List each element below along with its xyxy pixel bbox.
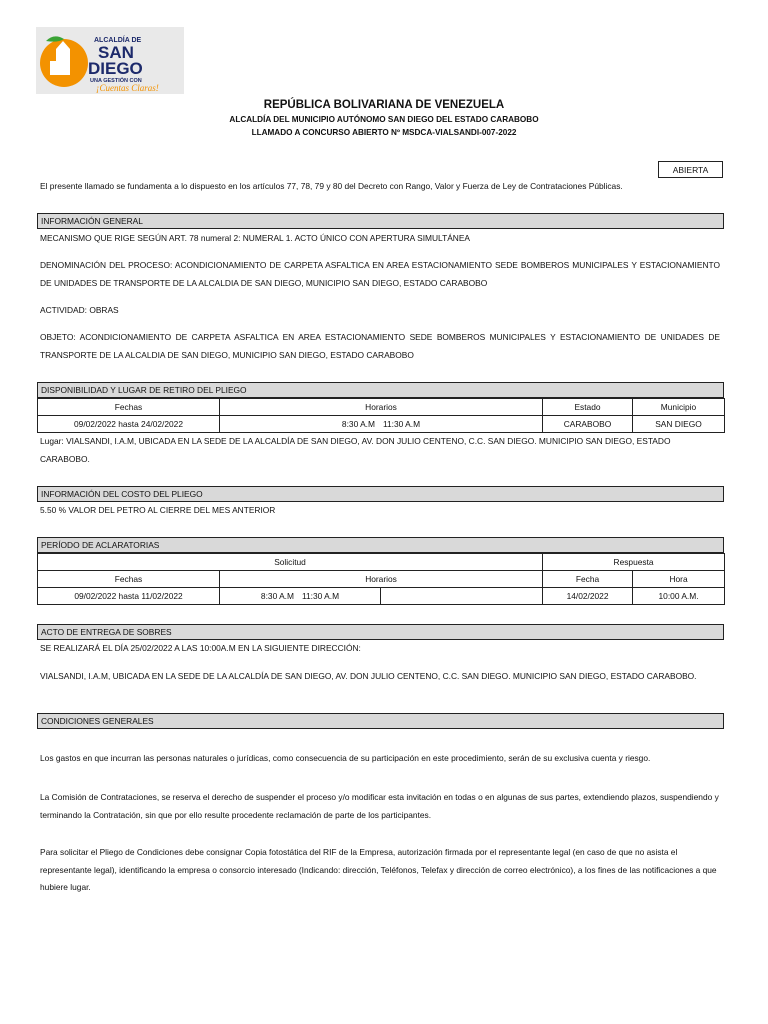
request-group: Solicitud <box>38 554 543 571</box>
object-text: OBJETO: ACONDICIONAMIENTO DE CARPETA ASFALTICA EN AREA ESTACIONAMIENTO SEDE BOMBEROS MUNICIPALES Y ESTACIONAMIENTO DE UNIDADES DE TRANSPORTE DE LA ALCALDIA DE SAN DIEGO, MUNICIPIO SAN DIEGO, ESTADO CARABOBO <box>40 332 720 360</box>
response-group: Respuesta <box>543 554 725 571</box>
col-time: Hora <box>633 571 725 588</box>
table-group-row <box>38 554 725 571</box>
table-row <box>38 588 725 605</box>
alcaldia-logo <box>36 27 184 94</box>
page-title: REPÚBLICA BOLIVARIANA DE VENEZUELA <box>263 99 505 111</box>
intro-text: El presente llamado se fundamenta a lo dispuesto en los artículos 77, 78, 79 y 80 del Decreto con Rango, Valor y Fuerza de Ley de Contrataciones Públicas. <box>40 181 623 191</box>
section-clarifications: PERÍODO DE ACLARATORIAS <box>37 537 724 553</box>
logo-graphic <box>36 27 184 94</box>
col-dates: Fechas <box>38 571 220 588</box>
cost-value: 5.50 % VALOR DEL PETRO AL CIERRE DEL MES ANTERIOR <box>40 505 276 515</box>
hour-from: 8:30 A.M <box>341 419 375 429</box>
availability-hours <box>220 416 543 433</box>
page-subtitle: ALCALDÍA DEL MUNICIPIO AUTÓNOMO SAN DIEGO DEL ESTADO CARABOBO <box>229 115 539 124</box>
table-header-row <box>38 399 725 416</box>
delivery-address: VIALSANDI, I.A.M, UBICADA EN LA SEDE DE LA ALCALDÍA DE SAN DIEGO, AV. DON JULIO CENTENO, C.C. SAN DIEGO. MUNICIPIO SAN DIEGO, ESTADO CARABOBO. <box>40 671 697 681</box>
response-date: 14/02/2022 <box>543 588 633 605</box>
hours-range <box>261 591 339 601</box>
denomination-text: DENOMINACIÓN DEL PROCESO: ACONDICIONAMIENTO DE CARPETA ASFALTICA EN AREA ESTACIONAMIENTO SEDE BOMBEROS MUNICIPALES Y ESTACIONAMIENTO DE UNIDADES DE TRANSPORTE DE LA ALCALDIA DE SAN DIEGO, MUNICIPIO SAN DIEGO, ESTADO CARABOBO <box>40 260 720 288</box>
table-header-row <box>38 571 725 588</box>
logo-slogan: ¡Cuentas Claras! <box>96 83 159 93</box>
section-delivery: ACTO DE ENTREGA DE SOBRES <box>37 624 724 640</box>
delivery-when: SE REALIZARÁ EL DÍA 25/02/2022 A LAS 10:00A.M EN LA SIGUIENTE DIRECCIÓN: <box>40 643 361 653</box>
logo-church-wing <box>50 61 58 75</box>
activity-text: ACTIVIDAD: OBRAS <box>40 305 119 315</box>
table-row <box>38 416 725 433</box>
hours-range <box>342 419 420 429</box>
call-number: LLAMADO A CONCURSO ABIERTO Nº MSDCA-VIALSANDI-007-2022 <box>251 128 517 137</box>
col-municipality: Municipio <box>633 399 725 416</box>
section-conditions: CONDICIONES GENERALES <box>37 713 724 729</box>
section-availability: DISPONIBILIDAD Y LUGAR DE RETIRO DEL PLIEGO <box>37 382 724 398</box>
condition-paragraph-1: Los gastos en que incurran las personas naturales o jurídicas, como consecuencia de su participación en este procedimiento, serán de su exclusiva cuenta y riesgo. <box>40 753 651 763</box>
clarifications-dates: 09/02/2022 hasta 11/02/2022 <box>38 588 220 605</box>
hour-from: 8:30 A.M <box>260 591 294 601</box>
availability-table <box>37 398 725 433</box>
mechanism-text: MECANISMO QUE RIGE SEGÚN ART. 78 numeral 2: NUMERAL 1. ACTO ÚNICO CON APERTURA SIMULTÁNEA <box>40 233 471 243</box>
availability-municipality: SAN DIEGO <box>633 416 725 433</box>
col-date: Fecha <box>543 571 633 588</box>
logo-text-diego: DIEGO <box>88 59 143 78</box>
availability-place: Lugar: VIALSANDI, I.A.M, UBICADA EN LA SEDE DE LA ALCALDÍA DE SAN DIEGO, AV. DON JULIO CENTENO, C.C. SAN DIEGO. MUNICIPIO SAN DIEGO, ESTADO CARABOBO. <box>40 436 671 464</box>
col-hours: Horarios <box>220 399 543 416</box>
condition-paragraph-2: La Comisión de Contrataciones, se reserva el derecho de suspender el proceso y/o modificar esta invitación en todas o en algunas de sus partes, extendiendo plazos, suspendiendo y terminando la Contratación, sin que por ello resulte procedente reclamación de parte de los participantes. <box>40 792 719 820</box>
status-badge: ABIERTA <box>658 161 723 178</box>
col-dates: Fechas <box>38 399 220 416</box>
availability-dates: 09/02/2022 hasta 24/02/2022 <box>38 416 220 433</box>
response-time: 10:00 A.M. <box>633 588 725 605</box>
clarifications-table <box>37 553 725 605</box>
condition-paragraph-3: Para solicitar el Pliego de Condiciones debe consignar Copia fotostática del RIF de la Empresa, autorización firmada por el representante legal (en caso de que no asista el representante legal), identificando la empresa o consorcio interesado (Indicando: dirección, Teléfonos, Telefax y dirección de correo electrónico), a los fines de las notificaciones a que hubiere lugar. <box>40 847 717 892</box>
section-general-info: INFORMACIÓN GENERAL <box>37 213 724 229</box>
logo-text-san: SAN <box>98 43 134 62</box>
hour-to: 11:30 A.M <box>301 591 340 601</box>
col-hours: Horarios <box>220 571 543 588</box>
section-cost: INFORMACIÓN DEL COSTO DEL PLIEGO <box>37 486 724 502</box>
logo-text-gestion: UNA GESTIÓN CON <box>90 78 142 84</box>
hour-to: 11:30 A.M <box>382 419 421 429</box>
availability-state: CARABOBO <box>543 416 633 433</box>
empty-cell <box>381 588 543 605</box>
logo-church-tower <box>56 49 70 75</box>
col-state: Estado <box>543 399 633 416</box>
logo-text-alcaldia: ALCALDÍA DE <box>94 37 142 44</box>
clarifications-hours <box>220 588 381 605</box>
